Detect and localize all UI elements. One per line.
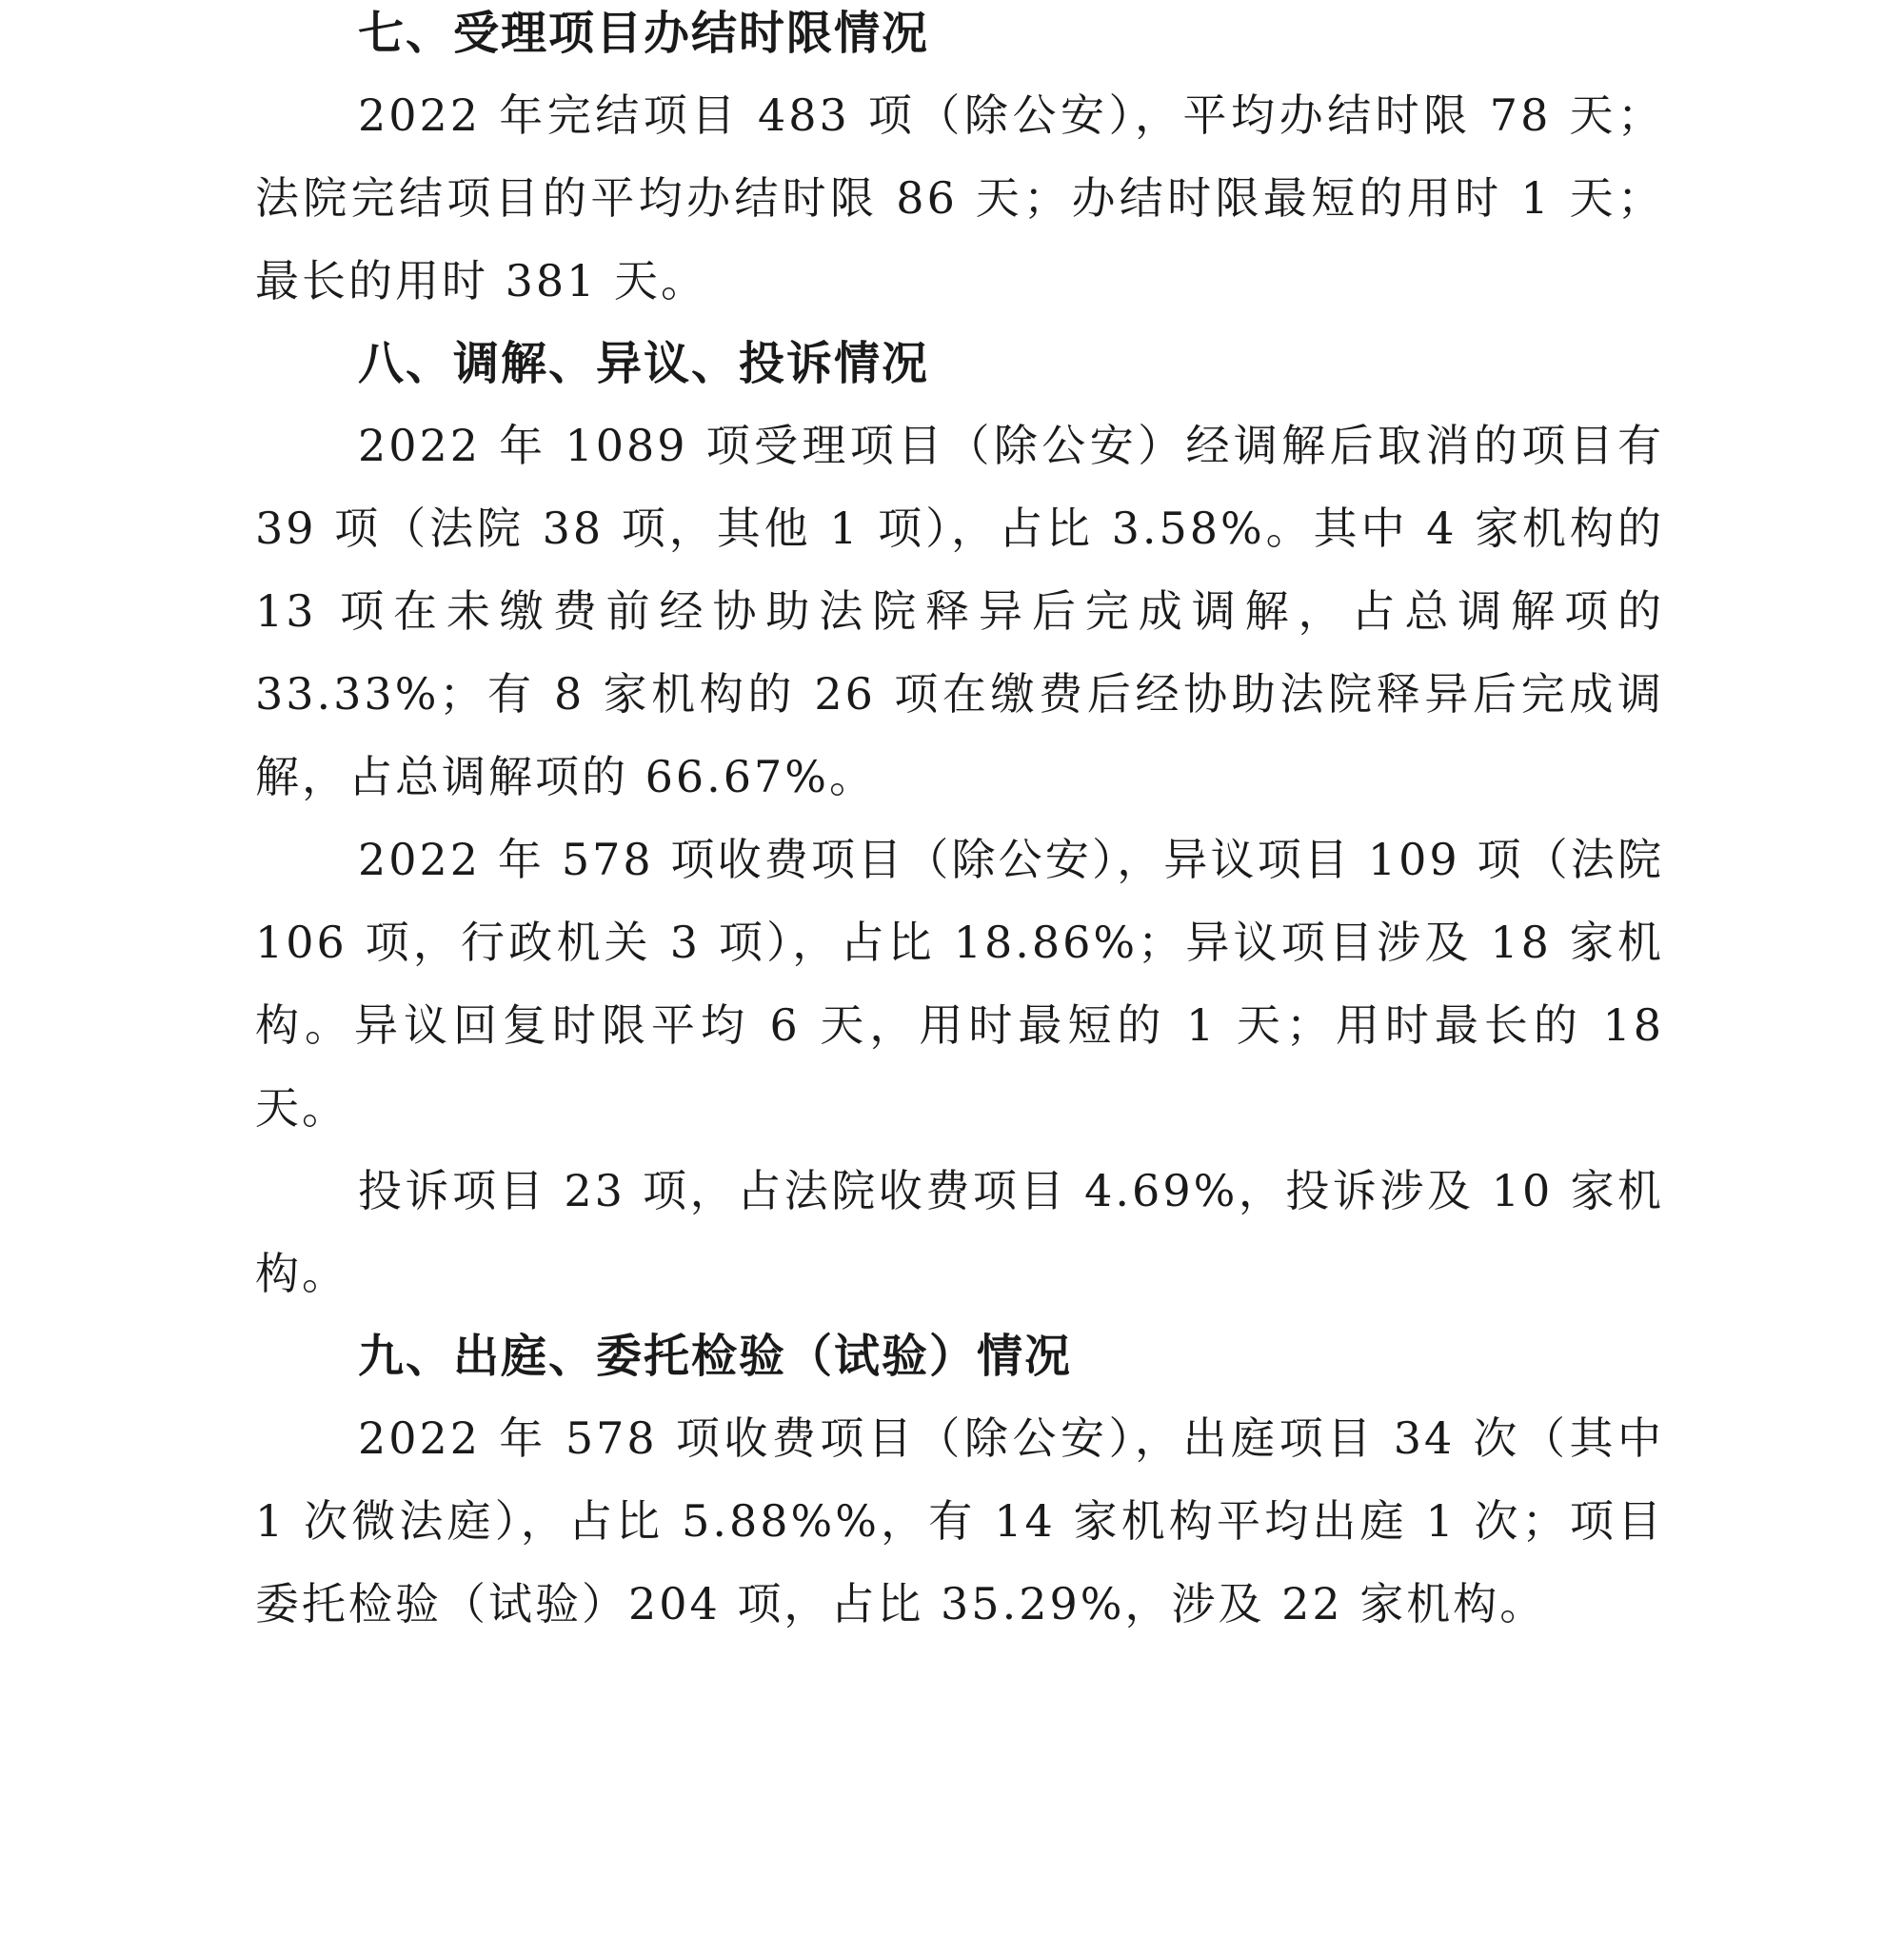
- section-7: [255, 0, 1664, 323]
- paragraph: 2022 年 578 项收费项目（除公安），出庭项目 34 次（其中 1 次微法庭），占比 5.88%%，有 14 家机构平均出庭 1 次；项目委托检验（试验）204 项，占比 35.29%，涉及 22 家机构。: [255, 1412, 1664, 1629]
- paragraph: 投诉项目 23 项，占法院收费项目 4.69%，投诉涉及 10 家机构。: [255, 1165, 1664, 1299]
- section-heading: 九、出庭、委托检验（试验）情况: [358, 1330, 1073, 1383]
- section-9: [255, 1315, 1664, 1646]
- paragraph: 2022 年完结项目 483 项（除公安），平均办结时限 78 天；法院完结项目的平均办结时限 86 天；办结时限最短的用时 1 天；最长的用时 381 天。: [255, 89, 1664, 306]
- section-heading: 八、调解、异议、投诉情况: [358, 337, 930, 390]
- section-8: [255, 323, 1664, 1315]
- section-heading: 七、受理项目办结时限情况: [358, 7, 930, 60]
- paragraph: 2022 年 1089 项受理项目（除公安）经调解后取消的项目有 39 项（法院 38 项，其他 1 项），占比 3.58%。其中 4 家机构的 13 项在未缴费前经协助法院释异后完成调解，占总调解项的 33.33%；有 8 家机构的 26 项在缴费后经协助法院释异后完成调解，占总调解项的 66.67%。: [255, 420, 1664, 802]
- document-page: [255, 0, 1664, 1646]
- paragraph: 2022 年 578 项收费项目（除公安），异议项目 109 项（法院 106 项，行政机关 3 项），占比 18.86%；异议项目涉及 18 家机构。异议回复时限平均 6 天，用时最短的 1 天；用时最长的 18 天。: [255, 834, 1664, 1134]
